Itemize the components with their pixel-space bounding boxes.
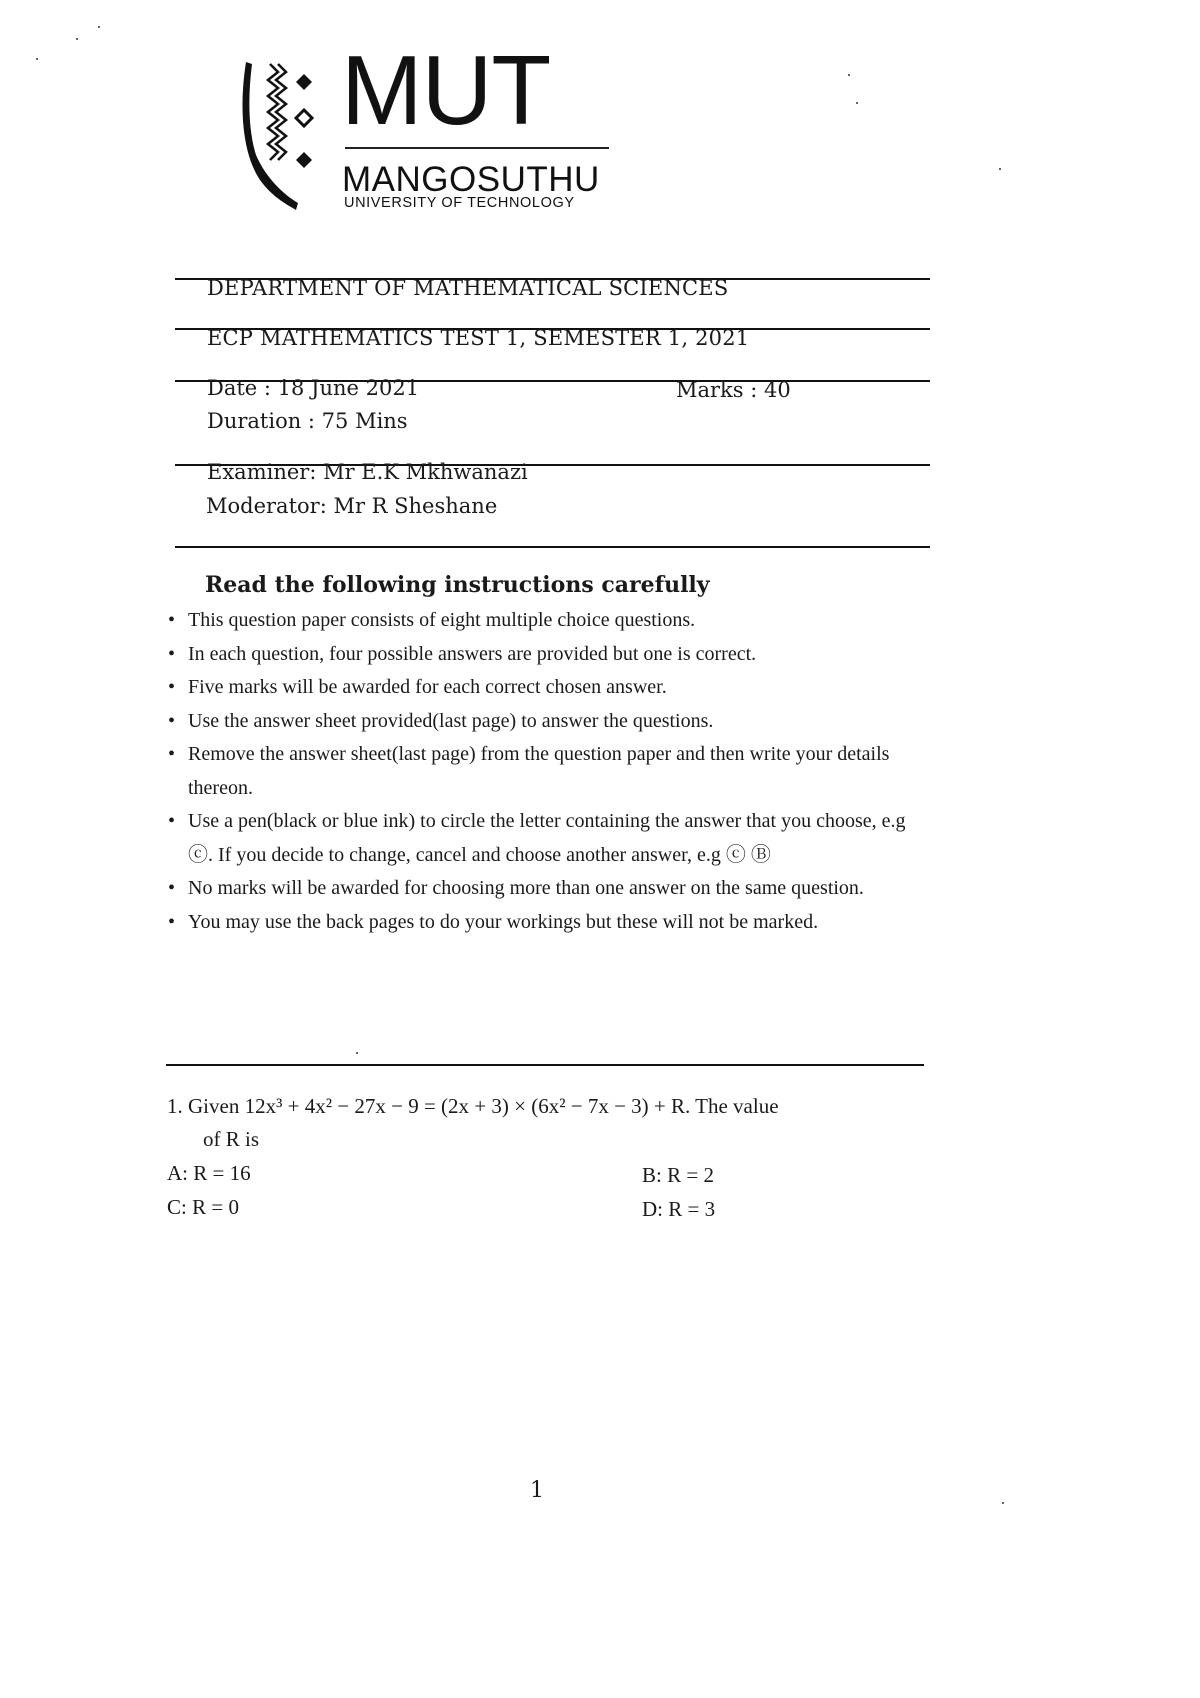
scan-speck — [36, 58, 38, 60]
logo-divider — [345, 147, 609, 149]
scan-speck — [356, 1052, 358, 1054]
logo-subtitle: UNIVERSITY OF TECHNOLOGY — [344, 195, 575, 211]
university-logo — [238, 35, 618, 215]
mut-emblem-icon — [238, 60, 338, 215]
question-text: Given 12x³ + 4x² − 27x − 9 = (2x + 3) × (6x² − 7x − 3) + R. The value — [188, 1094, 779, 1118]
instruction-item: • No marks will be awarded for choosing more than one answer on the same question. — [168, 872, 928, 906]
scan-speck — [848, 74, 850, 76]
scan-speck — [1002, 1502, 1004, 1504]
question-number: 1. — [167, 1094, 183, 1118]
instruction-item: • In each question, four possible answers are provided but one is correct. — [168, 638, 928, 672]
examiner: Examiner: Mr E.K Mkhwanazi — [207, 460, 528, 484]
instructions-list — [168, 604, 928, 939]
test-title: ECP MATHEMATICS TEST 1, SEMESTER 1, 2021 — [207, 326, 750, 350]
scan-speck — [999, 168, 1001, 170]
option-d: D: R = 3 — [642, 1197, 716, 1221]
option-b: B: R = 2 — [642, 1163, 714, 1187]
logo-wordmark: MUT — [341, 35, 551, 145]
exam-date: Date : 18 June 2021 — [207, 376, 420, 400]
scan-speck — [76, 38, 78, 40]
moderator: Moderator: Mr R Sheshane — [206, 494, 498, 518]
logo-university-name: MANGOSUTHU — [342, 160, 600, 199]
instruction-item: • You may use the back pages to do your workings but these will not be marked. — [168, 906, 928, 940]
exam-duration: Duration : 75 Mins — [207, 409, 408, 433]
instruction-item: • Use a pen(black or blue ink) to circle the letter containing the answer that you choose, e.g ⓒ. If you decide to change, cancel and choose another answer, e.g ⓒ Ⓑ — [168, 805, 928, 872]
instruction-item: • Five marks will be awarded for each correct chosen answer. — [168, 671, 928, 705]
option-a: A: R = 16 — [167, 1161, 251, 1185]
question-text-continued: of R is — [203, 1127, 260, 1151]
instructions-heading: Read the following instructions carefully — [205, 572, 710, 598]
exam-marks: Marks : 40 — [676, 378, 791, 402]
instruction-item: • Remove the answer sheet(last page) from the question paper and then write your details thereon. — [168, 738, 928, 805]
option-c: C: R = 0 — [167, 1195, 239, 1219]
scan-speck — [98, 26, 100, 28]
department-title: DEPARTMENT OF MATHEMATICAL SCIENCES — [207, 276, 729, 300]
question-1 — [167, 1090, 927, 1156]
scan-speck — [856, 102, 858, 104]
rule-6 — [166, 1064, 924, 1066]
instruction-item: • This question paper consists of eight multiple choice questions. — [168, 604, 928, 638]
instruction-item: • Use the answer sheet provided(last page) to answer the questions. — [168, 705, 928, 739]
rule-5 — [175, 546, 930, 548]
page-number: 1 — [530, 1478, 544, 1503]
